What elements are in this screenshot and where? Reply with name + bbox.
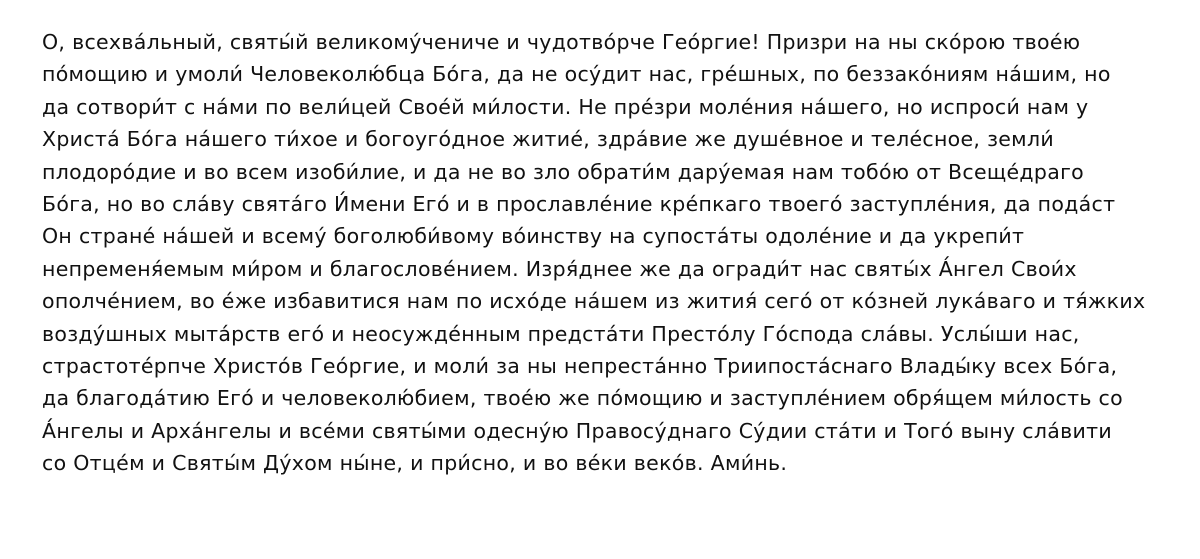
- prayer-line-12: да благода́тию Его́ и человеколю́бием, твое́ю же по́мощию и заступле́нием обря́щем ми́лость со: [42, 386, 1123, 411]
- prayer-line-2: по́мощию и умоли́ Человеколю́бца Бо́га, да не осу́дит нас, гре́шных, по беззако́ниям на́шим, но: [42, 62, 1111, 87]
- prayer-line-11: страстоте́рпче Христо́в Гео́ргие, и моли́ за ны непреста́нно Триипоста́снаго Влады́ку всех Бо́га,: [42, 353, 1118, 378]
- prayer-line-3: да сотвори́т с на́ми по вели́цей Свое́й ми́лости. Не пре́зри моле́ния на́шего, но испроси́ нам у: [42, 94, 1089, 119]
- prayer-line-5: плодоро́дие и во всем изоби́лие, и да не во зло обрати́м дару́емая нам тобо́ю от Всеще́драго: [42, 159, 1084, 184]
- prayer-line-1: О, всехва́льный, святы́й великому́чениче и чудотво́рче Гео́ргие! Призри на ны ско́рою твое́ю: [42, 30, 1081, 54]
- prayer-text: [42, 26, 1167, 479]
- prayer-line-6: Бо́га, но во сла́ву свята́го И́мени Его́ и в прославле́ние кре́пкаго твоего́ заступле́ния, да пода́ст: [42, 191, 1116, 216]
- prayer-line-8: непременя́емым ми́ром и благослове́нием. Изря́днее же да огради́т нас святы́х А́нгел Свои́х: [42, 256, 1077, 281]
- prayer-line-9: ополче́нием, во е́же избавитися нам по исхо́де на́шем из жития́ сего́ от ко́зней лука́ваго и тя́жких: [42, 289, 1146, 314]
- prayer-line-7: Он стране́ на́шей и всему́ боголюби́вому во́инству на супоста́ты одоле́ние и да укрепи́т: [42, 224, 1025, 249]
- prayer-line-14: со Отце́м и Святы́м Ду́хом ны́не, и при́сно, и во ве́ки веко́в. Ами́нь.: [42, 451, 788, 476]
- prayer-line-13: А́нгелы и Арха́нгелы и все́ми святы́ми одесну́ю Правосу́днаго Су́дии ста́ти и Того́ выну сла́вити: [42, 418, 1112, 443]
- prayer-line-10: возду́шных мыта́рств его́ и неосужде́нным предста́ти Престо́лу Го́спода сла́вы. Услы́ши нас,: [42, 321, 1080, 346]
- prayer-line-4: Христа́ Бо́га на́шего ти́хое и богоуго́дное житие́, здра́вие же душе́вное и теле́сное, земли́: [42, 127, 1054, 152]
